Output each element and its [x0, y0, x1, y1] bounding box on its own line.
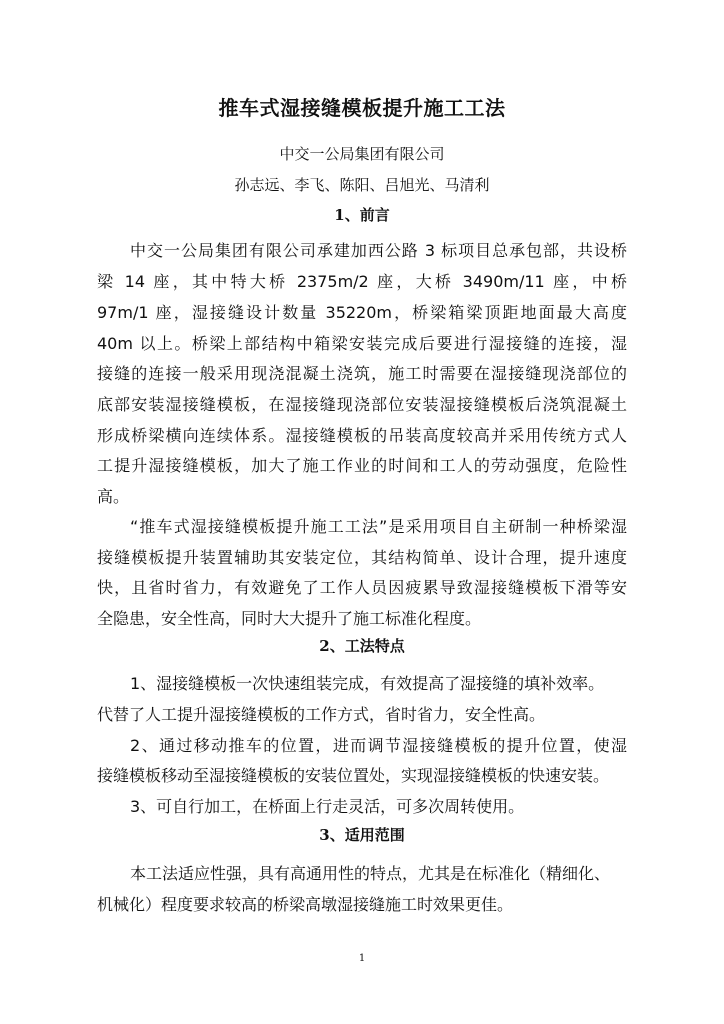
paragraph-line: 工提升湿接缝模板，加大了施工作业的时间和工人的劳动强度，危险性	[97, 456, 627, 475]
paragraph-line: “推车式湿接缝模板提升施工工法”是采用项目自主研制一种桥梁湿	[130, 517, 627, 536]
paragraph-line: 底部安装湿接缝模板，在湿接缝现浇部位安装湿接缝模板后浇筑混凝土	[97, 395, 627, 414]
paragraph-line: 机械化）程度要求较高的桥梁高墩湿接缝施工时效果更佳。	[97, 895, 514, 914]
paragraph-line: 代替了人工提升湿接缝模板的工作方式，省时省力，安全性高。	[97, 705, 546, 724]
paragraph-line: 97m/1 座，湿接缝设计数量 35220m，桥梁箱梁顶距地面最大高度	[97, 303, 627, 322]
paragraph-line: 梁 14 座，其中特大桥 2375m/2 座，大桥 3490m/11 座，中桥	[97, 272, 627, 291]
paragraph-line: 2、通过移动推车的位置，进而调节湿接缝模板的提升位置，使湿	[130, 736, 627, 755]
paragraph-line: 接缝模板移动至湿接缝模板的安装位置处，实现湿接缝模板的快速安装。	[97, 766, 610, 785]
paragraph-line: 本工法适应性强，具有高通用性的特点，尤其是在标准化（精细化、	[130, 864, 611, 883]
section-heading-preface: 1、前言	[334, 206, 390, 224]
page-number: 1	[358, 953, 366, 964]
paragraph-line: 中交一公局集团有限公司承建加西公路 3 标项目总承包部，共设桥	[130, 241, 627, 260]
paragraph-line: 接缝的连接一般采用现浇混凝土浇筑，施工时需要在湿接缝现浇部位的	[97, 364, 627, 383]
authors: 孙志远、李飞、陈阳、吕旭光、马清利	[234, 176, 490, 194]
document-title: 推车式湿接缝模板提升施工工法	[218, 96, 506, 120]
paragraph-line: 40m 以上。桥梁上部结构中箱梁安装完成后要进行湿接缝的连接，湿	[97, 334, 627, 353]
paragraph-line: 1、湿接缝模板一次快速组装完成，有效提高了湿接缝的填补效率。	[130, 674, 605, 693]
paragraph-line: 3、可自行加工，在桥面上行走灵活，可多次周转使用。	[130, 797, 525, 816]
paragraph-line: 快，且省时省力，有效避免了工作人员因疲累导致湿接缝模板下滑等安	[97, 578, 627, 597]
section-heading-scope: 3、适用范围	[319, 826, 405, 844]
paragraph-line: 接缝模板提升装置辅助其安装定位，其结构简单、设计合理，提升速度	[97, 548, 627, 567]
paragraph-line: 全隐患，安全性高，同时大大提升了施工标准化程度。	[97, 609, 482, 628]
paragraph-line: 高。	[97, 487, 130, 506]
paragraph-line: 形成桥梁横向连续体系。湿接缝模板的吊装高度较高并采用传统方式人	[97, 426, 627, 445]
section-heading-features: 2、工法特点	[319, 637, 405, 655]
organization: 中交一公局集团有限公司	[279, 145, 445, 163]
